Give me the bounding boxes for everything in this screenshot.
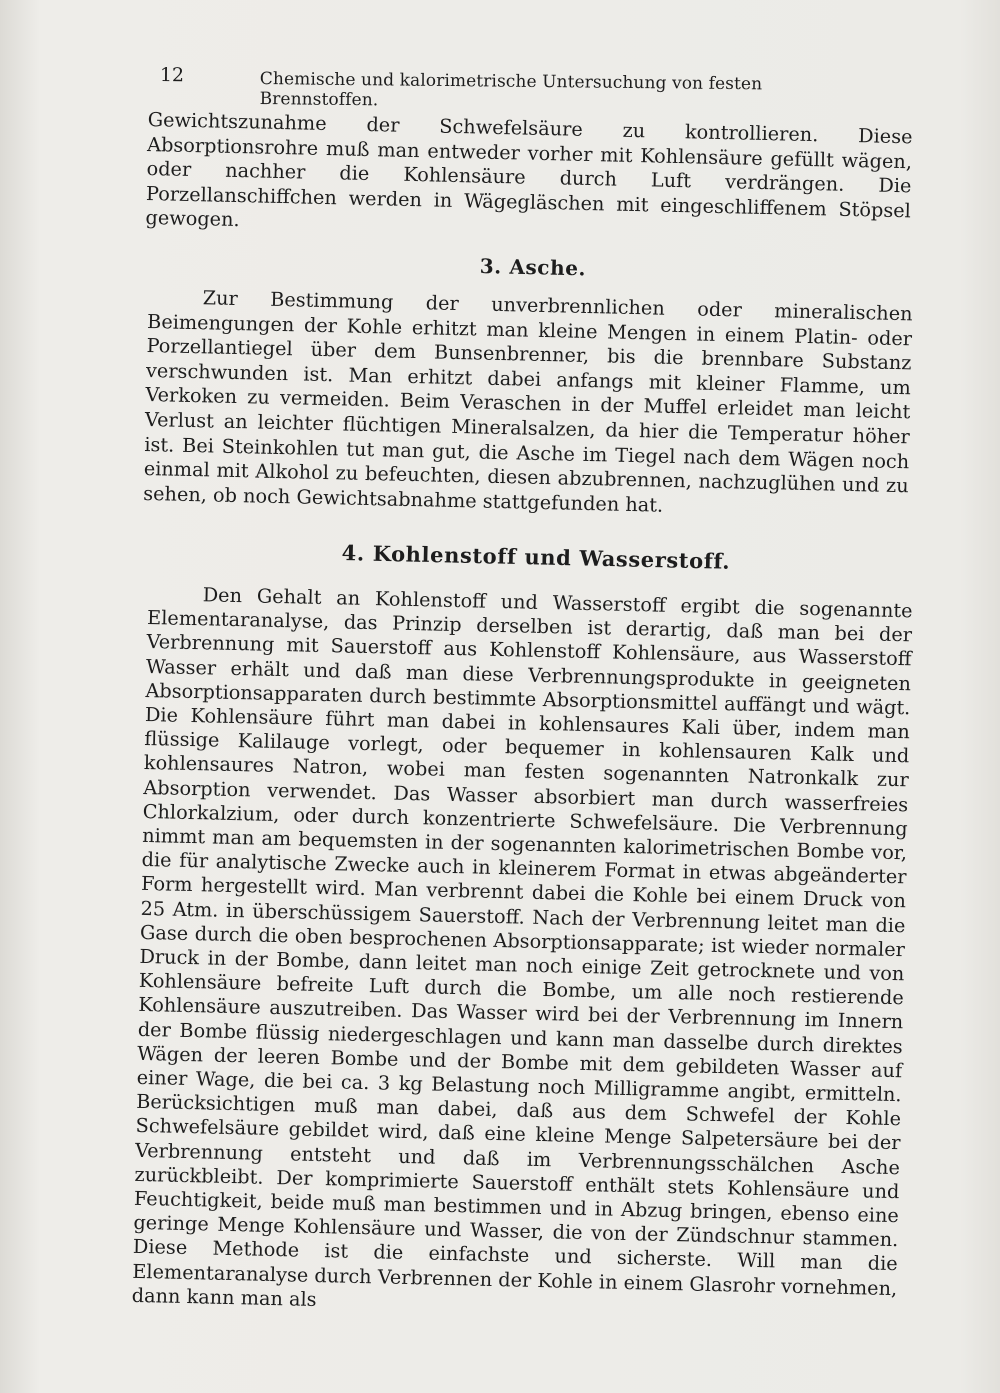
page-header	[159, 64, 825, 111]
section-heading-kohlenstoff: 4. Kohlenstoff und Wasserstoff.	[341, 540, 731, 574]
section-heading-asche: 3. Asche.	[479, 254, 587, 281]
intro-text-block	[145, 108, 913, 248]
intro-paragraph: Gewichtszunahme der Schwefelsäure zu kontrollieren. Diese Absorptionsrohre muß man entweder vorher mit Kohlensäure gefüllt wägen, oder nachher die Kohlensäure durch Luft verdrängen. Die Porzellanschiffchen werden in Wägegläschen mit eingeschliffenem Stöpsel gewogen.	[145, 108, 913, 232]
kohlenstoff-paragraph: Den Gehalt an Kohlenstoff und Wasserstoff ergibt die sogenannte Elementaranalyse, das Prinzip derselben ist derartig, daß man bei der Verbrennung mit Sauerstoff aus Kohlenstoff Kohlensäure, aus Wasserstoff Wasser erhält und daß man diese Verbrennungsprodukte in geeigneten Absorptionsapparaten durch bestimmte Absorptionsmittel auffängt und wägt. Die Kohlensäure führt man dabei in kohlensaures Kali über, indem man flüssige Kalilauge vorlegt, oder bequemer in kohlensauren Kalk und kohlensaures Natron, wobei man festen sogenannten Natronkalk zur Absorption verwendet. Das Wasser absorbiert man durch wasserfreies Chlorkalzium, oder durch konzentrierte Schwefelsäure. Die Verbrennung nimmt man am bequemsten in der sogenannten kalorimetrischen Bombe vor, die für analytische Zwecke auch in kleinerem Format in etwas abgeänderter Form hergestellt wird. Man verbrennt dabei die Kohle bei einem Druck von 25 Atm. in überschüssigem Sauerstoff. Nach der Verbrennung leitet man die Gase durch die oben besprochenen Absorptionsapparate; ist wieder normaler Druck in der Bombe, dann leitet man noch einige Zeit getrocknete und von Kohlensäure befreite Luft durch die Bombe, um alle noch restierende Kohlensäure auszutreiben. Das Wasser wird bei der Verbrennung im Innern der Bombe flüssig niedergeschlagen und kann man dasselbe durch direktes Wägen der leeren Bombe und der Bombe mit dem gebildeten Wasser auf einer Wage, die bei ca. 3 kg Belastung noch Milligramme angibt, ermitteln. Berücksichtigen muß man dabei, daß aus dem Schwefel der Kohle Schwefelsäure gebildet wird, daß eine kleine Menge Salpetersäure bei der Verbrennung entsteht und daß im Verbrennungsschälchen Asche zurückbleibt. Der komprimierte Sauerstoff enthält stets Kohlensäure und Feuchtigkeit, beide muß man bestimmen und in Abzug bringen, ebenso eine geringe Menge Kohlensäure und Wasser, die von der Zündschnur stammen. Diese Methode ist die einfachste und sicherste. Will man die Elementaranalyse durch Verbrennen der Kohle in einem Glasrohr vornehmen, dann kann man als	[131, 583, 913, 1311]
page-number: 12	[159, 64, 185, 87]
kohlenstoff-text-block	[132, 582, 913, 1325]
asche-text-block	[143, 285, 913, 524]
running-title: Chemische und kalorimetrische Untersuchung von festen Brennstoffen.	[259, 69, 763, 111]
asche-paragraph: Zur Bestimmung der unverbrennlichen oder mineralischen Beimengungen der Kohle erhitzt man kleine Mengen in einem Platin- oder Porzellantiegel über dem Bunsenbrenner, bis die brennbare Substanz verschwunden ist. Man erhitzt dabei anfangs mit kleiner Flamme, um Verkoken zu vermeiden. Beim Veraschen in der Muffel erleidet man leicht Verlust an leichter flüchtigen Mineralsalzen, da hier die Temperatur höher ist. Bei Steinkohlen tut man gut, die Asche im Tiegel nach dem Wägen noch einmal mit Alkohol zu befeuchten, diesen abzubrennen, nachzuglühen und zu sehen, ob noch Gewichtsabnahme stattgefunden hat.	[143, 286, 913, 517]
